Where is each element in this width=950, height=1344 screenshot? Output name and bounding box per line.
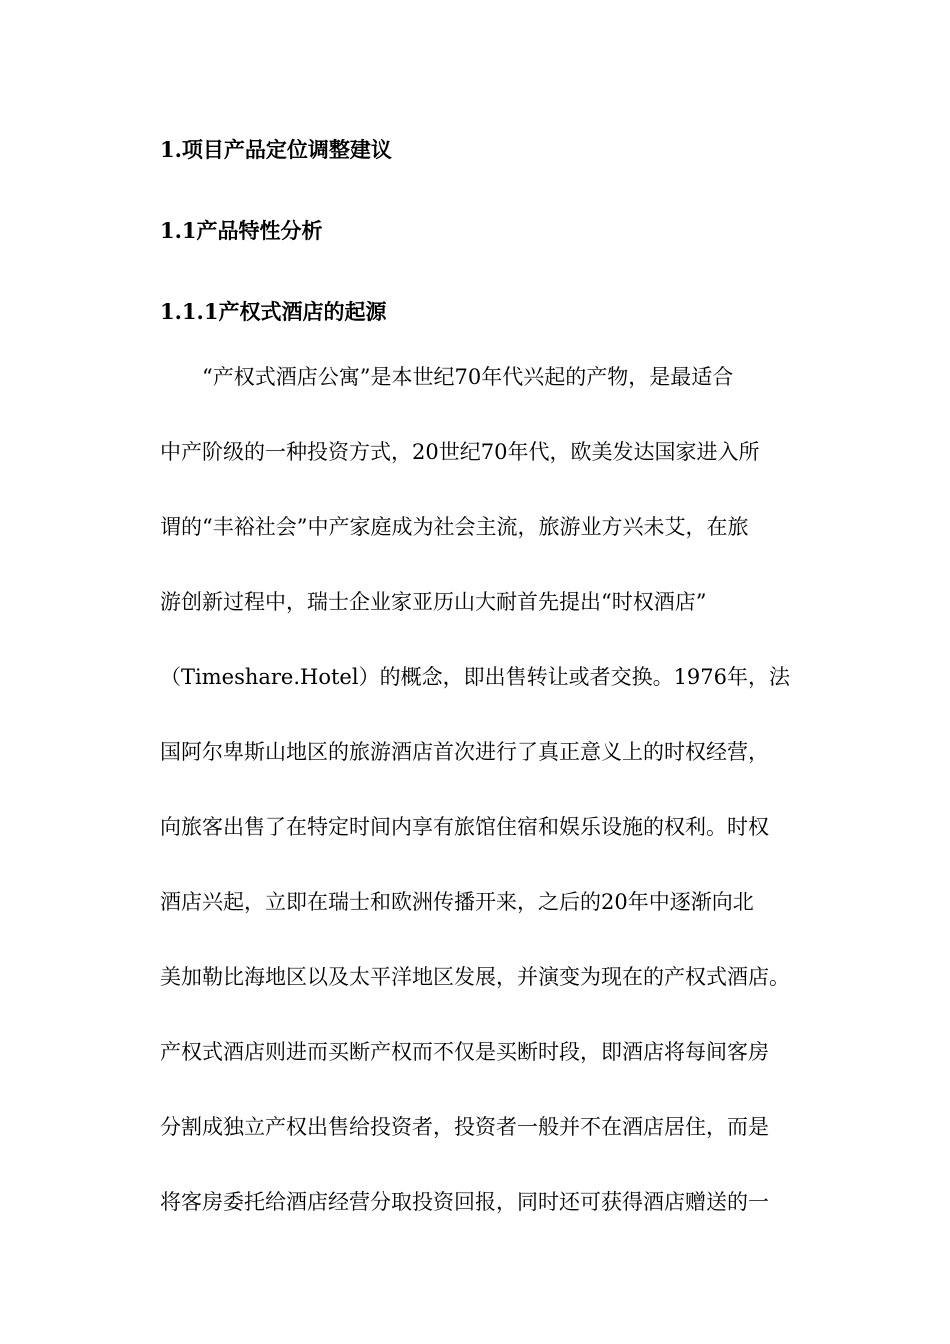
paragraph-line: 游创新过程中，瑞士企业家亚历山大耐首先提出“时权酒店” xyxy=(160,590,707,614)
paragraph-line: 谓的“丰裕社会”中产家庭成为社会主流，旅游业方兴未艾，在旅 xyxy=(160,515,749,539)
paragraph-line: 美加勒比海地区以及太平洋地区发展，并演变为现在的产权式酒店。 xyxy=(160,965,790,989)
paragraph-line: （Timeshare.Hotel）的概念，即出售转让或者交换。1976年，法 xyxy=(160,665,791,689)
paragraph-line: 酒店兴起，立即在瑞士和欧洲传播开来，之后的20年中逐渐向北 xyxy=(160,890,754,914)
paragraph-line: 国阿尔卑斯山地区的旅游酒店首次进行了真正意义上的时权经营， xyxy=(160,740,769,764)
paragraph-line: 产权式酒店则进而买断产权而不仅是买断时段，即酒店将每间客房 xyxy=(160,1040,769,1064)
paragraph-line: 中产阶级的一种投资方式，20世纪70年代，欧美发达国家进入所 xyxy=(160,440,760,464)
section-heading-1: 1.项目产品定位调整建议 xyxy=(160,137,392,162)
paragraph-line: “产权式酒店公寓”是本世纪70年代兴起的产物，是最适合 xyxy=(202,365,734,389)
section-heading-1-1-1: 1.1.1产权式酒店的起源 xyxy=(160,299,387,324)
paragraph-line: 向旅客出售了在特定时间内享有旅馆住宿和娱乐设施的权利。时权 xyxy=(160,815,769,839)
paragraph-line: 分割成独立产权出售给投资者，投资者一般并不在酒店居住，而是 xyxy=(160,1115,769,1139)
paragraph-line: 将客房委托给酒店经营分取投资回报，同时还可获得酒店赠送的一 xyxy=(160,1190,769,1214)
section-heading-1-1: 1.1产品特性分析 xyxy=(160,218,323,243)
